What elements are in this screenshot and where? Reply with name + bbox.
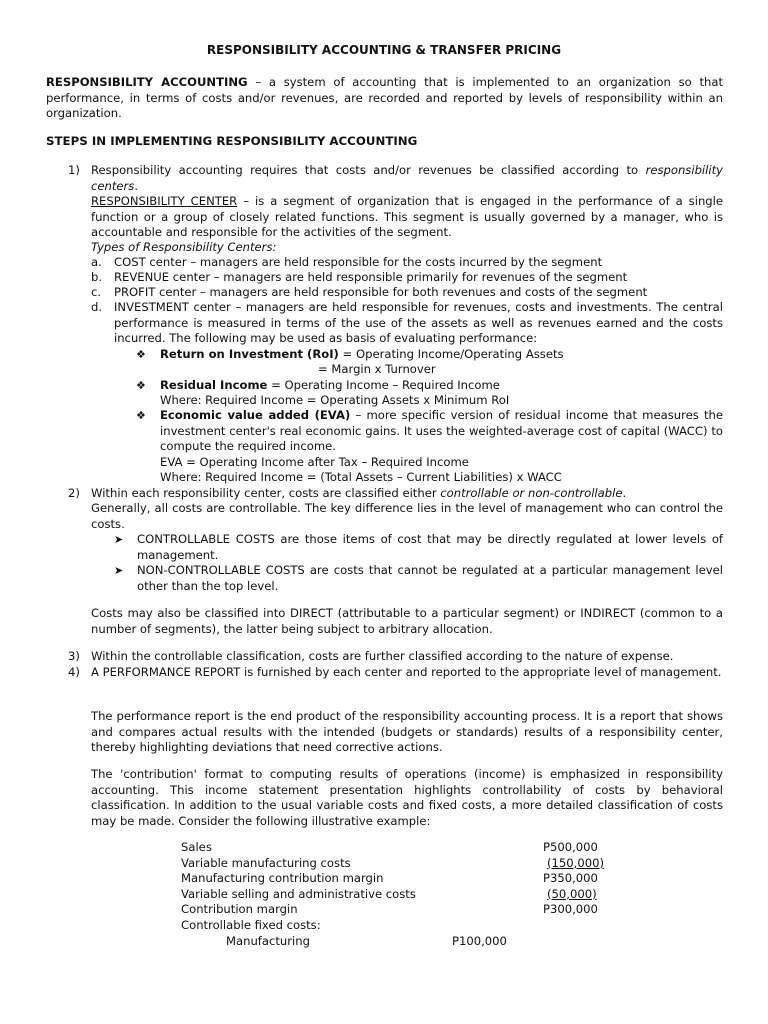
residual-income-where: Where: Required Income = Operating Assets x Minimum RoI [160,393,510,407]
intro-text: – a system of accounting that is implemented to an organization so that performance, in terms of costs and/or revenues, are recorded and reported by levels of responsibility within an organization. [46,75,723,120]
steps-heading: STEPS IN IMPLEMENTING RESPONSIBILITY ACCOUNTING [46,134,418,148]
performance-report-paragraph: The performance report is the end product of the responsibility accounting process. It is a report that shows and compares actual results with the intended (budgets or standards) results of a responsibility center, thereby highlighting deviations that need corrective actions. [91,709,723,754]
row-label: Controllable fixed costs: [181,917,321,932]
type-d-text: INVESTMENT center – managers are held responsible for revenues, costs and investments. The central performance is measured in terms of the use of the assets as well as revenues earned and the costs incurred. The following may be used as basis of evaluating performance: [114,300,723,345]
controllable-costs: CONTROLLABLE COSTS are those items of cost that may be directly regulated at lower levels of management. [137,532,723,562]
row-amount: P350,000 [543,871,598,886]
table-row [181,840,604,856]
row-amount: P500,000 [543,840,598,854]
eva-term: Economic value added (EVA) [160,408,351,422]
row-label: Variable selling and administrative costs [181,886,416,901]
step2-text2: Generally, all costs are controllable. The key difference lies in the level of management who can control the costs. [91,501,723,531]
residual-income-line [160,378,723,394]
table-row [181,871,604,887]
row-amount: P300,000 [543,902,598,917]
step2-text-end: . [622,486,627,500]
roi-term: Return on Investment (RoI) [160,347,339,361]
eva-paragraph [160,408,723,455]
contribution-format-paragraph: The 'contribution' format to computing results of operations (income) is emphasized in responsibility accounting. This income statement presentation highlights controllability of costs by behavioral classification. In addition to the usual variable costs and fixed costs, a more detailed classification of costs may be made. Consider the following illustrative example: [91,767,723,828]
diamond-bullet-icon: ❖ [136,379,146,392]
step2-text-italic: controllable or non-controllable [440,486,623,500]
eva-formula: EVA = Operating Income after Tax – Required Income [160,455,469,469]
row-label: Manufacturing contribution margin [181,871,384,886]
residual-income-text: = Operating Income – Required Income [267,378,500,392]
responsibility-center-term: RESPONSIBILITY CENTER [91,194,238,208]
row-amount [543,918,604,934]
row-amount: (50,000) [547,886,597,901]
types-label: Types of Responsibility Centers: [91,240,277,254]
step1-text-italic: responsibility centers [91,163,723,193]
arrow-bullet-icon: ➤ [114,533,124,546]
type-b-letter: b. [91,270,103,284]
noncontrollable-costs: NON-CONTROLLABLE COSTS are costs that cannot be regulated at a particular management level other than the top level. [137,563,723,593]
table-row [181,856,604,872]
step3-text: Within the controllable classification, costs are further classified according to the nature of expense. [91,649,674,663]
step2-number: 2) [68,486,80,500]
income-statement-table [181,840,604,934]
intro-term: RESPONSIBILITY ACCOUNTING [46,75,248,89]
residual-income-term: Residual Income [160,378,268,392]
step4-text: A PERFORMANCE REPORT is furnished by each center and reported to the appropriate level of management. [91,665,722,679]
row-label: Contribution margin [181,902,298,917]
roi-line2: = Margin x Turnover [318,362,436,376]
responsibility-center-def: – is a segment of organization that is engaged in the performance of a single function or a group of closely related functions. This segment is usually governed by a manager, who is accountable and responsible for the activities of the segment. [91,194,724,239]
eva-where: Where: Required Income = (Total Assets – Current Liabilities) x WACC [160,470,562,484]
step4-number: 4) [68,665,80,679]
table-row [181,902,604,918]
responsibility-center-definition [91,194,723,241]
eva-text: – more specific version of residual income that measures the investment center's real economic gains. It uses the weighted-average cost of capital (WACC) to compute the required income. [160,408,724,453]
table-row [181,887,604,903]
type-c-text: PROFIT center – managers are held responsible for both revenues and costs of the segment [114,285,648,299]
step2-text [91,486,723,502]
roi-line [160,347,723,363]
row-amount: (150,000) [547,855,604,870]
table-row [181,918,604,934]
arrow-bullet-icon: ➤ [114,564,124,577]
page-title: RESPONSIBILITY ACCOUNTING & TRANSFER PRICING [206,43,562,57]
step1-text [91,163,723,194]
type-c-letter: c. [91,285,102,299]
type-d-letter: d. [91,300,103,314]
step1-text-main: Responsibility accounting requires that costs and/or revenues be classified according to [91,163,646,177]
intro-paragraph [46,75,723,122]
type-a-text: COST center – managers are held responsible for the costs incurred by the segment [114,255,603,269]
step3-number: 3) [68,649,80,663]
direct-indirect-paragraph: Costs may also be classified into DIRECT (attributable to a particular segment) or INDIRECT (common to a number of segments), the latter being subject to arbitrary allocation. [91,606,723,636]
step1-number: 1) [68,163,80,177]
row-label: Sales [181,840,212,854]
row-label: Variable manufacturing costs [181,855,351,870]
manufacturing-amount: P100,000 [452,934,507,948]
step2-text-main: Within each responsibility center, costs are classified either [91,486,441,500]
roi-text: = Operating Income/Operating Assets [338,347,564,361]
step1-text-end: . [134,178,139,193]
manufacturing-label: Manufacturing [226,934,310,948]
type-a-letter: a. [91,255,102,269]
type-b-text: REVENUE center – managers are held responsible primarily for revenues of the segment [114,270,628,284]
diamond-bullet-icon: ❖ [136,409,146,422]
diamond-bullet-icon: ❖ [136,348,146,361]
